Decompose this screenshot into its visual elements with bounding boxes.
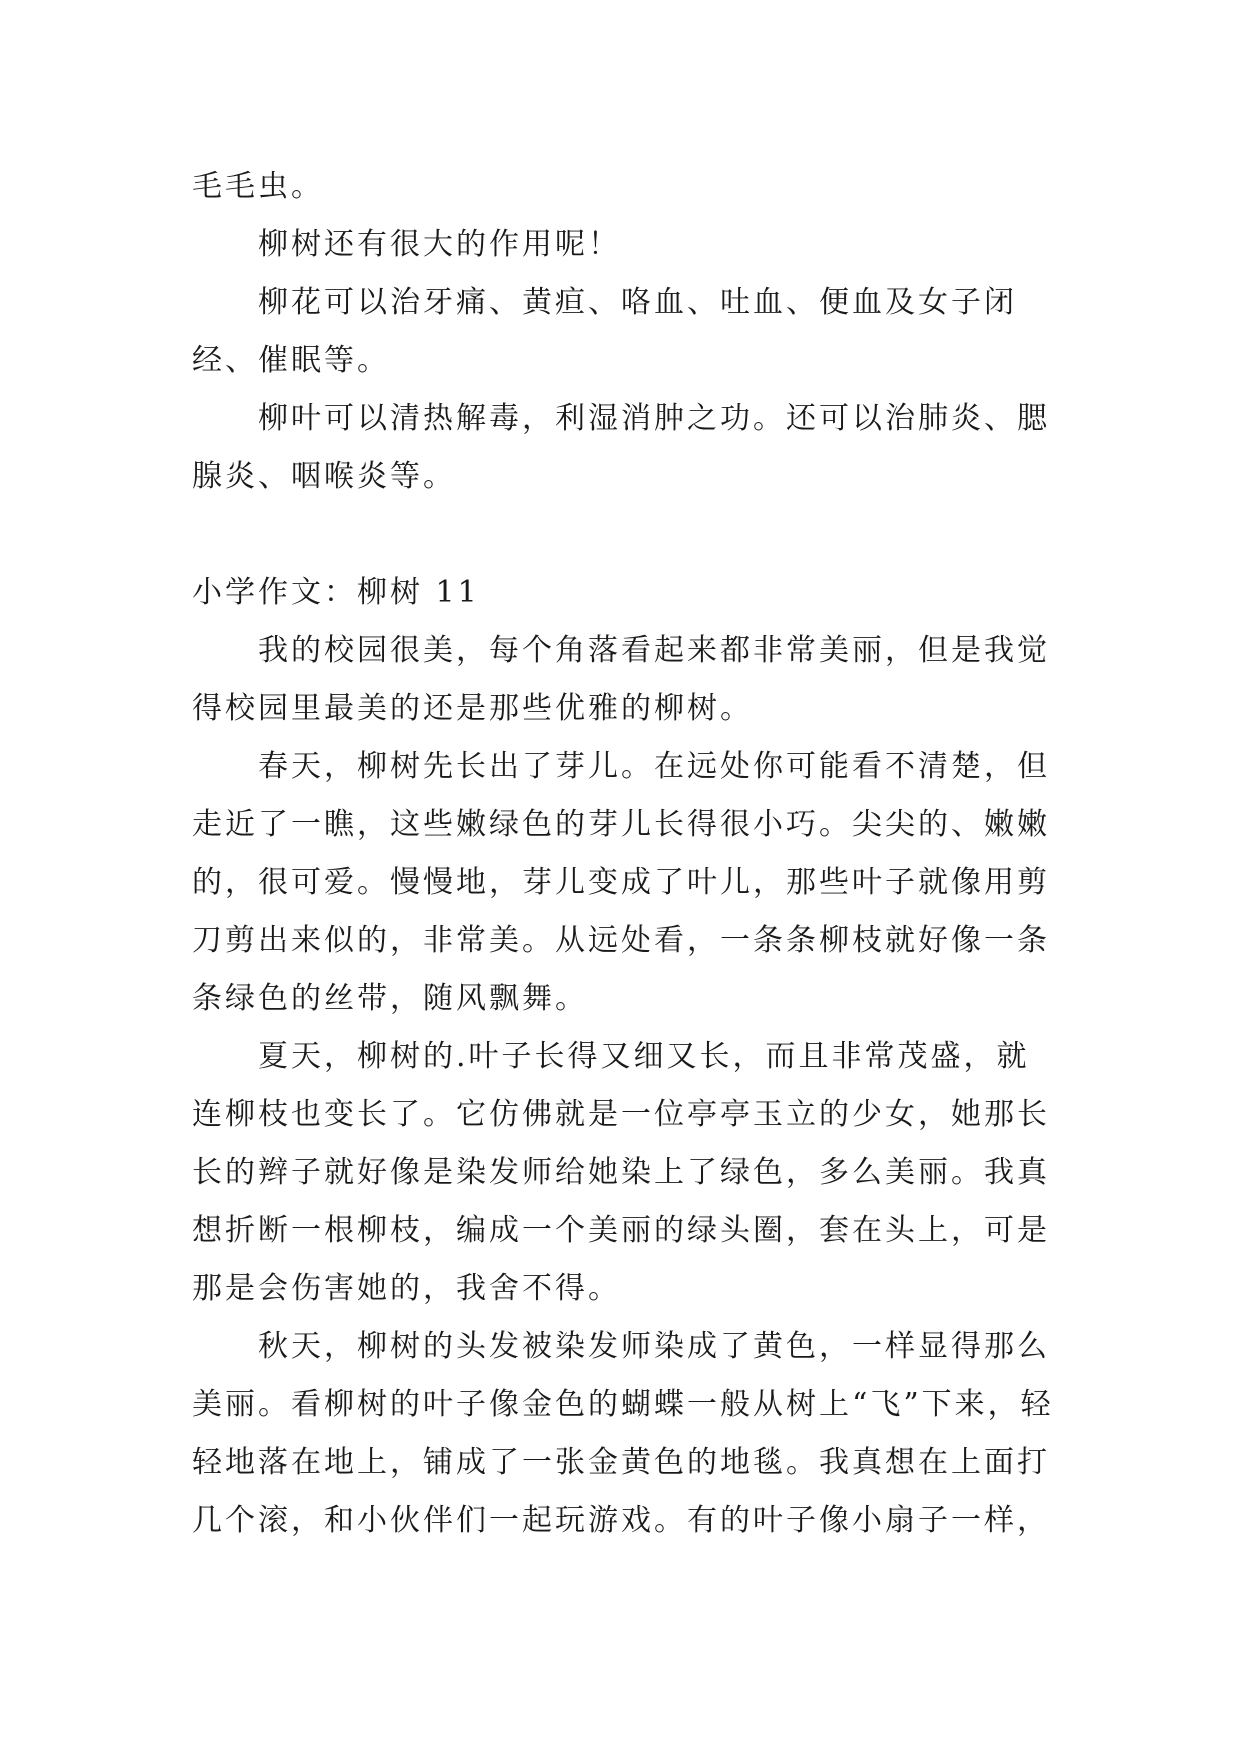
- paragraph-willow-leaf: 柳叶可以清热解毒，利湿消肿之功。还可以治肺炎、腮腺炎、咽喉炎等。: [192, 401, 1050, 494]
- paragraph-willow-flower: 柳花可以治牙痛、黄疸、咯血、吐血、便血及女子闭经、催眠等。: [192, 285, 1017, 378]
- essay-title: 小学作文：柳树 11: [192, 575, 480, 610]
- paragraph-campus: 我的校园很美，每个角落看起来都非常美丽，但是我觉得校园里最美的还是那些优雅的柳树。: [192, 633, 1050, 726]
- document-body: [192, 158, 1062, 1550]
- paragraph-summer: 夏天，柳树的.叶子长得又细又长，而且非常茂盛，就连柳枝也变长了。它仿佛就是一位亭亭玉立的少女，她那长长的辫子就好像是染发师给她染上了绿色，多么美丽。我真想折断一根柳枝，编成一个美丽的绿头圈，套在头上，可是那是会伤害她的，我舍不得。: [192, 1039, 1050, 1306]
- paragraph-continuation: 毛毛虫。: [192, 169, 324, 204]
- paragraph-willow-uses: 柳树还有很大的作用呢！: [258, 227, 621, 262]
- section-gap: [192, 506, 1062, 564]
- paragraph-autumn: 秋天，柳树的头发被染发师染成了黄色，一样显得那么美丽。看柳树的叶子像金色的蝴蝶一般从树上“飞”下来，轻轻地落在地上，铺成了一张金黄色的地毯。我真想在上面打几个滚，和小伙伴们一起玩游戏。有的叶子像小扇子一样，: [192, 1329, 1054, 1538]
- paragraph-spring: 春天，柳树先长出了芽儿。在远处你可能看不清楚，但走近了一瞧，这些嫩绿色的芽儿长得很小巧。尖尖的、嫩嫩的，很可爱。慢慢地，芽儿变成了叶儿，那些叶子就像用剪刀剪出来似的，非常美。从远处看，一条条柳枝就好像一条条绿色的丝带，随风飘舞。: [192, 749, 1050, 1016]
